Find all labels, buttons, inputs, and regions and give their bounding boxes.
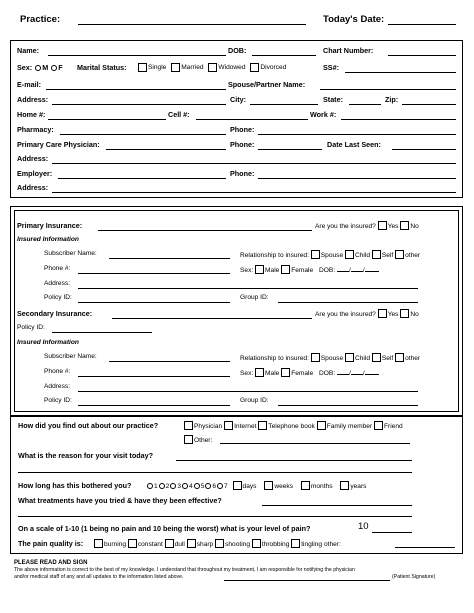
telephone-book-label: Telephone book: [268, 423, 315, 430]
rel-other-checkbox-2[interactable]: [395, 353, 404, 362]
dull-label: dull: [174, 541, 185, 548]
pain-scale-label: On a scale of 1-10 (1 being no pain and 10 being the worst) what is your level of pain?: [18, 524, 311, 533]
primary-no-label: No: [410, 223, 419, 230]
months-checkbox[interactable]: [301, 481, 310, 490]
primary-insurance-field[interactable]: [98, 230, 312, 231]
employer-label: Employer:: [17, 169, 53, 178]
dob-yy-1[interactable]: [365, 271, 379, 272]
internet-checkbox[interactable]: [224, 421, 233, 430]
city-label: City:: [230, 95, 246, 104]
secondary-insured-text: Are you the insured?: [315, 311, 376, 318]
pcp-address-label: Address:: [17, 154, 49, 163]
marital-options: [138, 63, 286, 74]
secondary-insured-yes-checkbox[interactable]: [378, 309, 387, 318]
employer-phone-field[interactable]: [258, 178, 456, 179]
employer-address-label: Address:: [17, 183, 49, 192]
home-label: Home #:: [17, 110, 46, 119]
tingling-label: tingling: [301, 541, 323, 548]
female-label-2: Female: [291, 370, 314, 377]
shooting-checkbox[interactable]: [215, 539, 224, 548]
years-checkbox[interactable]: [340, 481, 349, 490]
divorced-checkbox[interactable]: [250, 63, 259, 72]
state-label: State:: [323, 95, 343, 104]
treatments-label: What treatments have you tried & have they been effective?: [18, 496, 222, 505]
date-last-seen-field[interactable]: [392, 149, 456, 150]
internet-label: Internet: [234, 423, 257, 430]
group-field-1[interactable]: [278, 302, 418, 303]
sex-dob-row-1: [240, 265, 379, 274]
scale-7-radio[interactable]: [217, 483, 223, 489]
city-field[interactable]: [250, 104, 318, 105]
work-label: Work #:: [310, 110, 337, 119]
other-source-field[interactable]: [220, 443, 410, 444]
physician-label: Physician: [194, 423, 223, 430]
female-checkbox-2[interactable]: [281, 368, 290, 377]
email-label: E-mail:: [17, 80, 41, 89]
home-field[interactable]: [48, 119, 166, 120]
weeks-label: weeks: [274, 483, 294, 490]
primary-insured-question: [315, 221, 419, 230]
weeks-checkbox[interactable]: [264, 481, 273, 490]
days-label: days: [242, 483, 257, 490]
insured-info-heading-2: Insured Information: [17, 339, 79, 346]
secondary-yes-label: Yes: [387, 311, 399, 318]
years-label: years: [350, 483, 367, 490]
female-label-1: Female: [291, 267, 314, 274]
ins-address-field-1[interactable]: [78, 288, 418, 289]
dob-sep-b-1: /: [362, 267, 365, 274]
ins-address-field-2[interactable]: [78, 391, 418, 392]
patient-signature-label: (Patient Signature): [392, 574, 436, 580]
phone-field-1[interactable]: [78, 273, 230, 274]
constant-label: constant: [137, 541, 163, 548]
reason-label: What is the reason for your visit today?: [18, 451, 153, 460]
dob-sep-b-2: /: [362, 370, 365, 377]
state-field[interactable]: [349, 104, 381, 105]
zip-label: Zip:: [385, 95, 399, 104]
pharmacy-phone-field[interactable]: [258, 134, 456, 135]
dob-dd-2[interactable]: [351, 374, 363, 375]
how-find-options: [184, 421, 403, 430]
sex-f-radio[interactable]: [51, 65, 57, 71]
scale-5-radio[interactable]: [194, 483, 200, 489]
pain-quality-options: [94, 539, 341, 548]
marital-status-label: Marital Status:: [77, 63, 127, 72]
dob-sep-a-2: /: [349, 370, 351, 377]
subscriber-field-1[interactable]: [109, 258, 230, 259]
scale-6-radio[interactable]: [205, 483, 211, 489]
primary-insurance-label: Primary Insurance:: [17, 221, 83, 230]
primary-insured-no-checkbox[interactable]: [400, 221, 409, 230]
dob-sep-a-1: /: [349, 267, 351, 274]
address-field[interactable]: [52, 104, 226, 105]
rel-child-label-2: Child: [354, 355, 371, 362]
address-label: Address:: [17, 95, 49, 104]
cell-label: Cell #:: [168, 110, 190, 119]
secondary-insurance-field[interactable]: [112, 318, 312, 319]
secondary-insurance-label: Secondary Insurance:: [17, 309, 93, 318]
rel-self-checkbox-2[interactable]: [372, 353, 381, 362]
date-last-seen-label: Date Last Seen:: [327, 140, 381, 149]
scale-5-label: 5: [200, 483, 205, 490]
chart-number-label: Chart Number:: [323, 46, 374, 55]
relationship-row-1: [240, 250, 420, 259]
sex-f-label: F: [58, 63, 63, 72]
rel-spouse-checkbox-2[interactable]: [311, 353, 320, 362]
friend-checkbox[interactable]: [374, 421, 383, 430]
policy-field-1[interactable]: [78, 302, 230, 303]
policy-label-secondary: Policy ID:: [17, 324, 45, 331]
primary-insured-text: Are you the insured?: [315, 223, 376, 230]
shooting-label: shooting: [225, 541, 251, 548]
footer-text-line-1: The above information is correct to the best of my knowledge. I understand that throughout my treatment, I am responsible for notifying the physician: [14, 567, 355, 573]
rel-other-checkbox-1[interactable]: [395, 250, 404, 259]
male-label-2: Male: [265, 370, 280, 377]
ins-address-label-2: Address:: [44, 383, 71, 390]
family-member-label: Family member: [326, 423, 373, 430]
group-label-1: Group ID:: [240, 294, 269, 301]
secondary-no-label: No: [410, 311, 419, 318]
scale-3-radio[interactable]: [170, 483, 176, 489]
sex-label-text: Sex:: [17, 63, 33, 72]
scale-6-label: 6: [212, 483, 217, 490]
sex-m-radio[interactable]: [35, 65, 41, 71]
relationship-label-2: Relationship to insured:: [240, 355, 309, 362]
scale-1-label: 1: [154, 483, 158, 490]
widowed-label: Widowed: [218, 64, 246, 71]
how-long-scale: [146, 481, 366, 490]
zip-field[interactable]: [402, 104, 456, 105]
secondary-insured-question: [315, 309, 419, 318]
widowed-checkbox[interactable]: [208, 63, 217, 72]
how-find-label: How did you find out about our practice?: [18, 421, 159, 430]
male-checkbox-2[interactable]: [255, 368, 264, 377]
ss-label: SS#:: [323, 63, 339, 72]
single-label: Single: [148, 64, 167, 71]
insured-info-heading-1: Insured Information: [17, 236, 79, 243]
rel-self-checkbox-1[interactable]: [372, 250, 381, 259]
rel-spouse-label-1: Spouse: [320, 252, 344, 259]
pain-scale-value[interactable]: 10: [358, 521, 369, 532]
patient-signature-field[interactable]: [224, 580, 390, 581]
scale-3-label: 3: [177, 483, 182, 490]
dob-yy-2[interactable]: [365, 374, 379, 375]
other-source-label: Other:: [194, 437, 213, 444]
dob-label: DOB:: [228, 46, 247, 55]
practice-field[interactable]: [78, 24, 306, 25]
pcp-field[interactable]: [106, 149, 226, 150]
scale-2-radio[interactable]: [159, 483, 165, 489]
pain-scale-field[interactable]: [372, 532, 412, 533]
dob-mm-2[interactable]: [337, 374, 349, 375]
relationship-label-1: Relationship to insured:: [240, 252, 309, 259]
group-field-2[interactable]: [278, 405, 418, 406]
quality-other-label: other:: [323, 541, 341, 548]
single-checkbox[interactable]: [138, 63, 147, 72]
how-find-other: [184, 435, 212, 444]
policy-label-1: Policy ID:: [44, 294, 72, 301]
scale-7-label: 7: [224, 483, 228, 490]
employer-field[interactable]: [58, 178, 226, 179]
reason-field[interactable]: [176, 460, 412, 461]
rel-child-label-1: Child: [354, 252, 371, 259]
scale-4-label: 4: [189, 483, 193, 490]
sex-m-label: M: [42, 63, 49, 72]
relationship-row-2: [240, 353, 420, 362]
days-checkbox[interactable]: [233, 481, 242, 490]
pharmacy-phone-label: Phone:: [230, 125, 255, 134]
sex-label-1: Sex:: [240, 267, 254, 274]
rel-self-label-2: Self: [381, 355, 394, 362]
employer-phone-label: Phone:: [230, 169, 255, 178]
telephone-book-checkbox[interactable]: [258, 421, 267, 430]
subscriber-field-2[interactable]: [109, 361, 230, 362]
pcp-address-field[interactable]: [52, 163, 456, 164]
scale-2-label: 2: [165, 483, 170, 490]
scale-4-radio[interactable]: [182, 483, 188, 489]
policy-field-2[interactable]: [78, 405, 230, 406]
burning-checkbox[interactable]: [94, 539, 103, 548]
phone-field-2[interactable]: [78, 376, 230, 377]
pain-quality-label: The pain quality is:: [18, 539, 84, 548]
treatments-field-line-2[interactable]: [18, 516, 412, 517]
sharp-checkbox[interactable]: [187, 539, 196, 548]
how-long-label: How long has this bothered you?: [18, 481, 132, 490]
chart-number-field[interactable]: [388, 55, 456, 56]
cell-field[interactable]: [196, 119, 308, 120]
rel-other-label-1: other: [405, 252, 421, 259]
divorced-label: Divorced: [260, 64, 287, 71]
todays-date-field[interactable]: [388, 24, 456, 25]
ins-address-label-1: Address:: [44, 280, 71, 287]
rel-spouse-label-2: Spouse: [320, 355, 344, 362]
quality-other-field[interactable]: [395, 547, 455, 548]
policy-field-secondary[interactable]: [52, 332, 152, 333]
email-field[interactable]: [46, 89, 226, 90]
primary-insured-yes-checkbox[interactable]: [378, 221, 387, 230]
sex-label-2: Sex:: [240, 370, 254, 377]
name-label: Name:: [17, 46, 39, 55]
male-checkbox-1[interactable]: [255, 265, 264, 274]
rel-self-label-1: Self: [381, 252, 394, 259]
ins-dob-label-1: DOB:: [319, 267, 336, 274]
tingling-checkbox[interactable]: [291, 539, 300, 548]
pcp-phone-field[interactable]: [258, 149, 322, 150]
dob-mm-1[interactable]: [337, 271, 349, 272]
primary-yes-label: Yes: [387, 223, 399, 230]
sex-label: [17, 63, 63, 72]
reason-field-line-2[interactable]: [18, 472, 412, 473]
policy-label-2: Policy ID:: [44, 397, 72, 404]
sharp-label: sharp: [196, 541, 214, 548]
subscriber-label-1: Subscriber Name:: [44, 250, 97, 257]
dull-checkbox[interactable]: [165, 539, 174, 548]
other-source-checkbox[interactable]: [184, 435, 193, 444]
ss-field[interactable]: [345, 72, 456, 73]
rel-child-checkbox-2[interactable]: [345, 353, 354, 362]
name-field[interactable]: [48, 55, 226, 56]
sex-dob-row-2: [240, 368, 379, 377]
spouse-name-label: Spouse/Partner Name:: [228, 80, 306, 89]
dob-dd-1[interactable]: [351, 271, 363, 272]
phone-label-1: Phone #:: [44, 265, 71, 272]
married-label: Married: [181, 64, 204, 71]
todays-date-label: Today's Date:: [323, 14, 385, 25]
male-label-1: Male: [265, 267, 280, 274]
pharmacy-label: Pharmacy:: [17, 125, 54, 134]
rel-spouse-checkbox-1[interactable]: [311, 250, 320, 259]
pcp-phone-label: Phone:: [230, 140, 255, 149]
footer-title: PLEASE READ AND SIGN: [14, 560, 88, 566]
friend-label: Friend: [383, 423, 403, 430]
spouse-name-field[interactable]: [320, 89, 456, 90]
pharmacy-field[interactable]: [60, 134, 226, 135]
throbbing-label: throbbing: [261, 541, 290, 548]
rel-child-checkbox-1[interactable]: [345, 250, 354, 259]
group-label-2: Group ID:: [240, 397, 269, 404]
phone-label-2: Phone #:: [44, 368, 71, 375]
married-checkbox[interactable]: [171, 63, 180, 72]
treatments-field[interactable]: [262, 505, 412, 506]
footer-text-line-2: and/or medical staff of any and all updates to the information listed above.: [14, 574, 184, 580]
secondary-insured-no-checkbox[interactable]: [400, 309, 409, 318]
family-member-checkbox[interactable]: [317, 421, 326, 430]
throbbing-checkbox[interactable]: [252, 539, 261, 548]
work-field[interactable]: [341, 119, 456, 120]
ins-dob-label-2: DOB:: [319, 370, 336, 377]
pcp-label: Primary Care Physician:: [17, 140, 100, 149]
months-label: months: [310, 483, 333, 490]
rel-other-label-2: other: [405, 355, 421, 362]
physician-checkbox[interactable]: [184, 421, 193, 430]
female-checkbox-1[interactable]: [281, 265, 290, 274]
dob-field[interactable]: [252, 55, 316, 56]
constant-checkbox[interactable]: [128, 539, 137, 548]
employer-address-field[interactable]: [52, 192, 456, 193]
subscriber-label-2: Subscriber Name:: [44, 353, 97, 360]
practice-label: Practice:: [20, 14, 61, 25]
burning-label: burning: [104, 541, 126, 548]
scale-1-radio[interactable]: [147, 483, 153, 489]
